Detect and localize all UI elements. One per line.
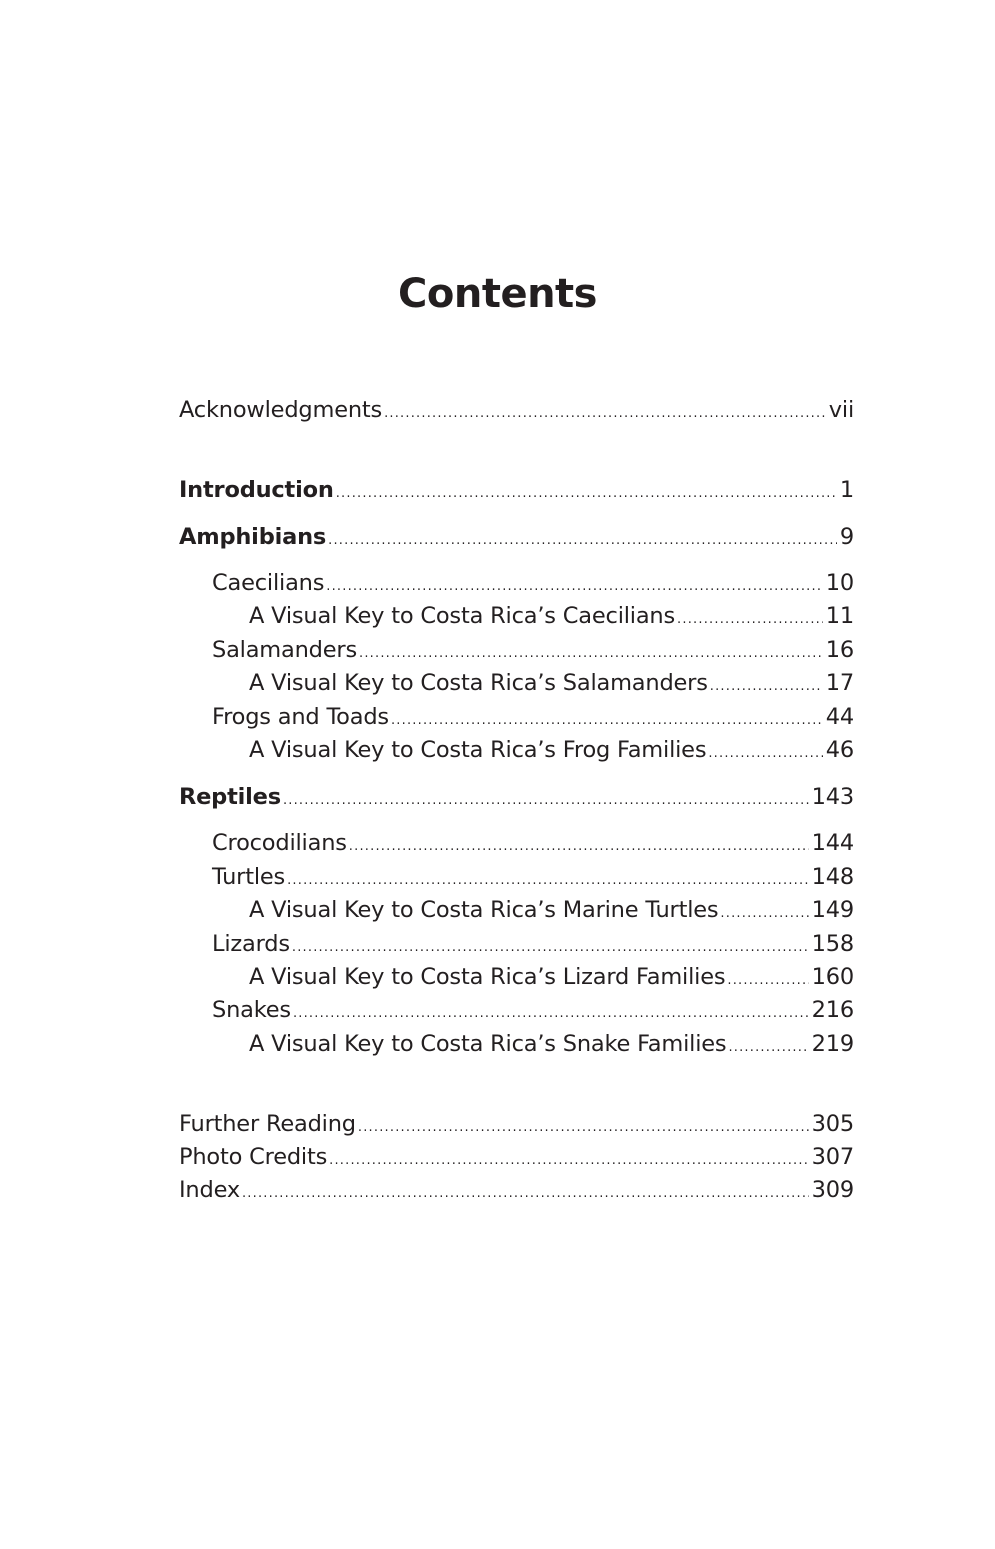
toc-entry-label: A Visual Key to Costa Rica’s Snake Families [249, 1031, 727, 1057]
toc-entry-page: 9 [839, 524, 854, 550]
toc-entry-label: Frogs and Toads [212, 704, 389, 730]
dot-leader [358, 1112, 809, 1144]
dot-leader [359, 638, 823, 670]
toc-entry-amphibians[interactable] [179, 521, 854, 553]
toc-entry-label: Further Reading [179, 1111, 356, 1137]
toc-entry-page: 143 [811, 784, 854, 810]
toc-entry-visual-key-marine-turtles[interactable] [249, 894, 854, 926]
toc-entry-visual-key-caecilians[interactable] [249, 600, 854, 632]
toc-entry-label: A Visual Key to Costa Rica’s Caecilians [249, 603, 676, 629]
toc-entry-page: 219 [811, 1031, 854, 1057]
dot-leader [384, 398, 826, 430]
toc-entry-label: Reptiles [179, 784, 281, 810]
toc-entry-page: 11 [825, 603, 854, 629]
dot-leader [287, 865, 809, 897]
toc-entry-page: 305 [811, 1111, 854, 1137]
toc-entry-page: 1 [839, 477, 854, 503]
dot-leader [283, 785, 809, 817]
toc-entry-label: A Visual Key to Costa Rica’s Lizard Families [249, 964, 726, 990]
toc-entry-label: A Visual Key to Costa Rica’s Salamanders [249, 670, 708, 696]
dot-leader [677, 604, 823, 636]
toc-entry-page: 160 [811, 964, 854, 990]
toc-entry-label: Lizards [212, 931, 290, 957]
toc-entry-lizards[interactable] [212, 928, 854, 960]
toc-entry-acknowledgments[interactable] [179, 394, 854, 426]
toc-entry-label: A Visual Key to Costa Rica’s Frog Families [249, 737, 707, 763]
toc-entry-page: 17 [825, 670, 854, 696]
toc-entry-label: Salamanders [212, 637, 357, 663]
dot-leader [728, 1032, 808, 1064]
toc-entry-salamanders[interactable] [212, 634, 854, 666]
toc-entry-page: 149 [811, 897, 854, 923]
dot-leader [708, 738, 822, 770]
toc-entry-crocodilians[interactable] [212, 827, 854, 859]
dot-leader [727, 965, 808, 997]
toc-entry-page: 44 [825, 704, 854, 730]
dot-leader [292, 932, 809, 964]
toc-entry-label: Introduction [179, 477, 334, 503]
toc-entry-page: 144 [811, 830, 854, 856]
toc-entry-frogs-and-toads[interactable] [212, 701, 854, 733]
dot-leader [336, 478, 837, 510]
dot-leader [328, 525, 837, 557]
toc-entry-label: Acknowledgments [179, 397, 383, 423]
toc-entry-page: 16 [825, 637, 854, 663]
toc-entry-label: A Visual Key to Costa Rica’s Marine Turtles [249, 897, 719, 923]
toc-entry-label: Crocodilians [212, 830, 347, 856]
toc-entry-turtles[interactable] [212, 861, 854, 893]
toc-entry-reptiles[interactable] [179, 781, 854, 813]
toc-entry-visual-key-snake-families[interactable] [249, 1028, 854, 1060]
toc-entry-page: 148 [811, 864, 854, 890]
toc-entry-page: 307 [811, 1144, 854, 1170]
dot-leader [391, 705, 823, 737]
toc-entry-visual-key-frog-families[interactable] [249, 734, 854, 766]
toc-entry-label: Turtles [212, 864, 286, 890]
toc-entry-page: 309 [811, 1177, 854, 1203]
toc-entry-label: Index [179, 1177, 240, 1203]
toc-entry-visual-key-salamanders[interactable] [249, 667, 854, 699]
dot-leader [326, 571, 823, 603]
dot-leader [329, 1145, 809, 1177]
dot-leader [349, 831, 809, 863]
toc-entry-snakes[interactable] [212, 994, 854, 1026]
toc-entry-label: Photo Credits [179, 1144, 328, 1170]
toc-entry-visual-key-lizard-families[interactable] [249, 961, 854, 993]
toc-entry-page: 216 [811, 997, 854, 1023]
toc-entry-page: 46 [825, 737, 854, 763]
dot-leader [710, 671, 823, 703]
toc-entry-page: vii [828, 397, 854, 423]
dot-leader [242, 1178, 809, 1210]
page-title: Contents [398, 271, 597, 317]
toc-entry-page: 158 [811, 931, 854, 957]
toc-entry-further-reading[interactable] [179, 1108, 854, 1140]
dot-leader [720, 898, 808, 930]
toc-entry-label: Snakes [212, 997, 291, 1023]
toc-entry-page: 10 [825, 570, 854, 596]
dot-leader [293, 998, 809, 1030]
toc-entry-caecilians[interactable] [212, 567, 854, 599]
toc-entry-label: Amphibians [179, 524, 327, 550]
toc-entry-index[interactable] [179, 1174, 854, 1206]
toc-entry-introduction[interactable] [179, 474, 854, 506]
toc-entry-label: Caecilians [212, 570, 325, 596]
toc-entry-photo-credits[interactable] [179, 1141, 854, 1173]
